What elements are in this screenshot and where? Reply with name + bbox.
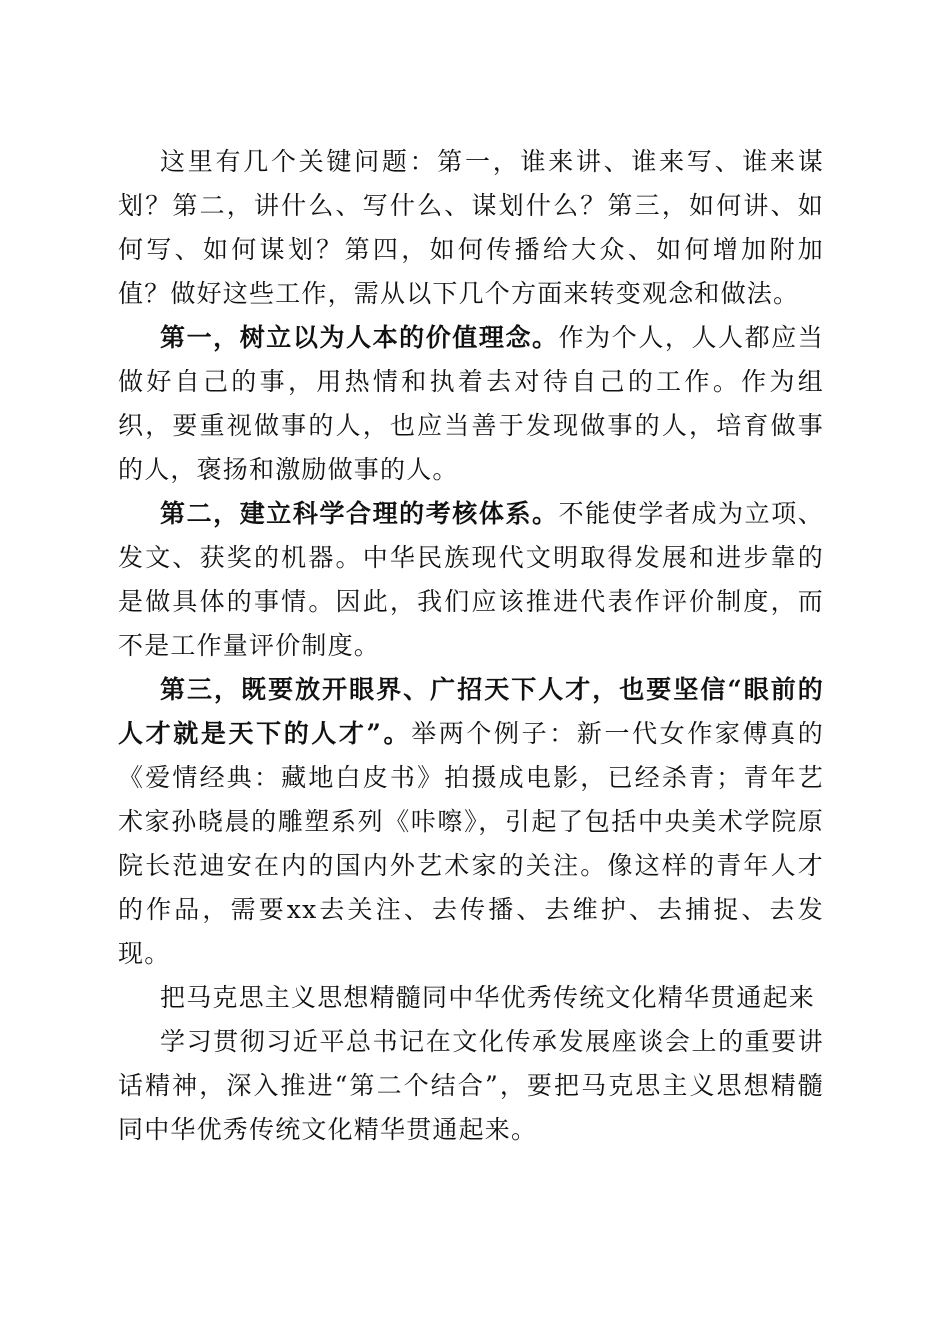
paragraph-lead: 第一，树立以为人本的价值理念。 — [160, 323, 559, 352]
paragraph-text: 作为个人，人人都应当做好自己的事，用热情和执着去对待自己的工作。作为组织，要重视做事的人，也应当善于发现做事的人，培育做事的人，褒扬和激励做事的人。 — [118, 323, 824, 484]
paragraph-lead: 第三，既要放开眼界、广招天下人才，也要坚信“眼前的人才就是天下的人才”。 — [118, 675, 824, 748]
paragraph-text: 不能使学者成为立项、发文、获奖的机器。中华民族现代文明取得发展和进步靠的是做具体的事情。因此，我们应该推进代表作评价制度，而不是工作量评价制度。 — [118, 499, 824, 660]
paragraph-second-integration — [118, 1020, 824, 1152]
paragraph-evaluation-system — [118, 492, 824, 668]
paragraph-text: 把马克思主义思想精髓同中华优秀传统文化精华贯通起来 — [160, 983, 816, 1012]
paragraph-lead: 第二，建立科学合理的考核体系。 — [160, 499, 559, 528]
paragraph-people-oriented — [118, 316, 824, 492]
paragraph-text: 这里有几个关键问题：第一，谁来讲、谁来写、谁来谋划？第二，讲什么、写什么、谋划什么？第三，如何讲、如何写、如何谋划？第四，如何传播给大众、如何增加附加值？做好这些工作，需从以下几个方面来转变观念和做法。 — [118, 147, 824, 308]
document-body — [118, 140, 824, 1152]
paragraph-text: 学习贯彻习近平总书记在文化传承发展座谈会上的重要讲话精神，深入推进“第二个结合”，要把马克思主义思想精髓同中华优秀传统文化精华贯通起来。 — [118, 1027, 824, 1144]
paragraph-talent — [118, 668, 824, 976]
paragraph-key-questions — [118, 140, 824, 316]
section-heading — [118, 976, 824, 1020]
paragraph-text: 举两个例子：新一代女作家傅真的《爱情经典：藏地白皮书》拍摄成电影，已经杀青；青年艺术家孙晓晨的雕塑系列《咔嚓》，引起了包括中央美术学院原院长范迪安在内的国内外艺术家的关注。像这样的青年人才的作品，需要xx去关注、去传播、去维护、去捕捉、去发现。 — [118, 719, 824, 968]
